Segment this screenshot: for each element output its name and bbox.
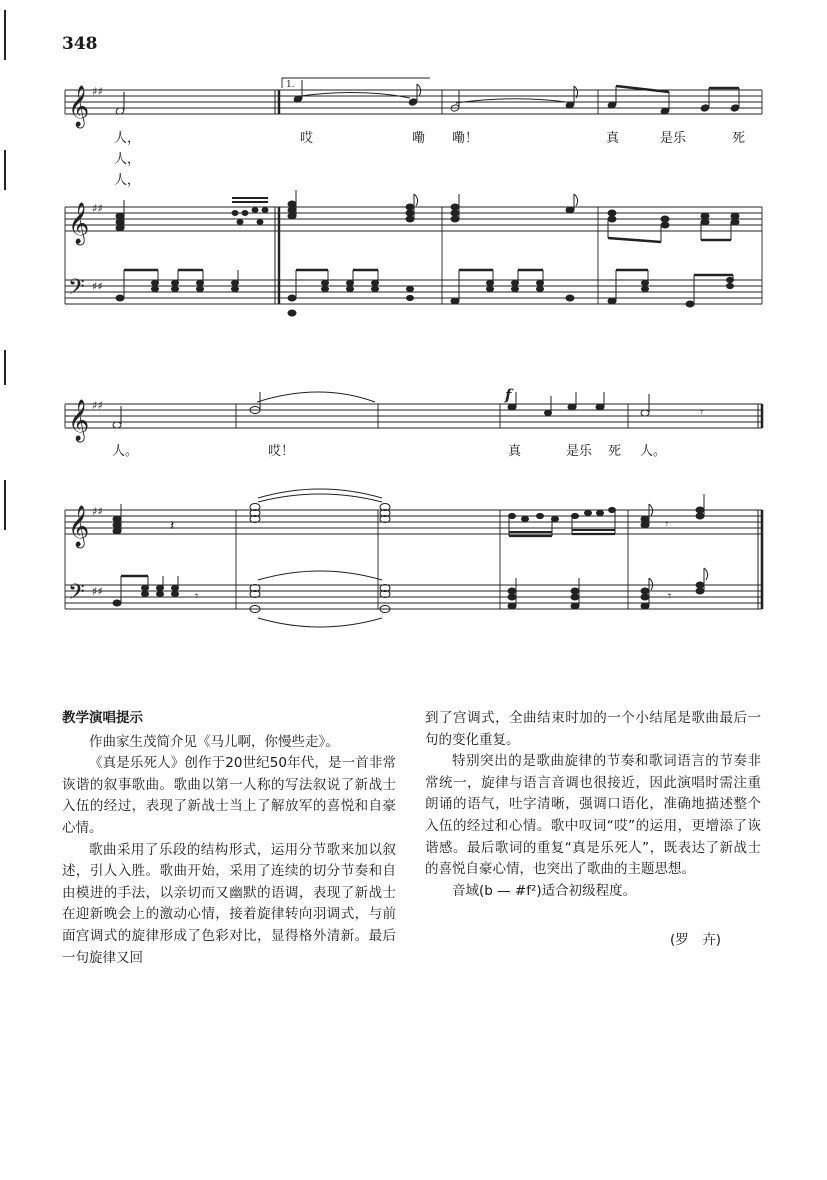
lyric-word: 真 bbox=[508, 444, 522, 459]
treble-clef-icon: 𝄞 bbox=[68, 86, 90, 127]
lyric-word: 嘞 bbox=[412, 131, 426, 146]
lyric-word: 死 bbox=[608, 444, 622, 459]
svg-text:𝄾: 𝄾 bbox=[665, 517, 669, 531]
volta-label: 1. bbox=[286, 80, 295, 90]
score-system-2 bbox=[0, 388, 827, 648]
lyric-word: 死 bbox=[732, 131, 746, 146]
paragraph: 特别突出的是歌曲旋律的节奏和歌词语言的节奏非常统一，旋律与语言音调也很接近，因此演唱时需注重朗诵的语气，吐字清晰，强调口语化，准确地描述整个入伍的经过和心情。歌中叹词“哎”的运用，更增添了诙谐感。最后歌词的重复“真是乐死人”，既表达了新战士的喜悦自豪心情，也突出了歌曲的主题思想。 bbox=[425, 753, 761, 878]
key-signature-icon: ♯♯ bbox=[92, 585, 103, 598]
paragraph: 音域(b — #f²)适合初级程度。 bbox=[452, 882, 637, 899]
notes-left-column bbox=[62, 708, 396, 969]
lyrics-system-2 bbox=[112, 443, 666, 459]
key-signature-icon: ♯♯ bbox=[92, 399, 103, 412]
lyrics-system-1 bbox=[114, 130, 745, 188]
piano-right-hand bbox=[113, 489, 704, 536]
score-system-1 bbox=[0, 70, 827, 340]
notes-right-column bbox=[425, 708, 761, 952]
lyric-word: 人。 bbox=[640, 444, 667, 459]
treble-clef-icon: 𝄞 bbox=[68, 506, 90, 547]
lyric-word: 人， bbox=[114, 131, 141, 146]
piano-right-hand bbox=[116, 190, 739, 242]
key-signature-icon: ♯♯ bbox=[92, 202, 103, 215]
lyric-word: 是乐 bbox=[660, 131, 687, 146]
lyric-word: 是乐 bbox=[566, 444, 593, 459]
voice-staff bbox=[65, 404, 762, 428]
treble-clef-icon: 𝄞 bbox=[68, 400, 90, 441]
bass-clef-icon: 𝄢 bbox=[68, 580, 85, 610]
lyric-word: 人。 bbox=[112, 444, 139, 459]
svg-text:𝄽: 𝄽 bbox=[170, 518, 175, 534]
bass-clef-icon: 𝄢 bbox=[68, 275, 85, 305]
svg-text:𝄾: 𝄾 bbox=[195, 589, 199, 603]
svg-text:𝄾: 𝄾 bbox=[700, 405, 704, 419]
piano-bass-staff bbox=[65, 585, 762, 609]
piano-left-hand bbox=[113, 568, 708, 627]
voice-notes bbox=[115, 80, 740, 115]
lyric-word: 哎！ bbox=[268, 444, 295, 459]
paragraph: 作曲家生茂简介见《马儿啊，你慢些走》。 bbox=[89, 733, 339, 750]
lyric-word: 人， bbox=[114, 152, 141, 167]
section-heading: 教学演唱提示 bbox=[62, 710, 143, 726]
dynamic-forte: f bbox=[505, 388, 512, 404]
lyric-word: 哎 bbox=[300, 131, 314, 146]
page-number: 348 bbox=[62, 34, 98, 54]
svg-text:𝄾: 𝄾 bbox=[668, 589, 672, 603]
lyric-word: 嘞！ bbox=[452, 131, 479, 146]
lyric-word: 真 bbox=[606, 131, 620, 146]
scan-edge-mark bbox=[4, 10, 6, 60]
key-signature-icon: ♯♯ bbox=[92, 505, 103, 518]
paragraph: 歌曲采用了乐段的结构形式，运用分节歌来加以叙述，引人入胜。歌曲开始，采用了连续的切分节奏和自由模进的手法，以亲切而又幽默的语调，表现了新战士在迎新晚会上的激动心情，接着旋律转向羽调式，与前面宫调式的旋律形成了色彩对比，显得格外清新。最后一句旋律又回 bbox=[62, 841, 396, 966]
lyric-word: 人， bbox=[114, 173, 141, 188]
paragraph: 到了宫调式，全曲结束时加的一个小结尾是歌曲最后一句的变化重复。 bbox=[425, 710, 761, 748]
treble-clef-icon: 𝄞 bbox=[68, 203, 90, 244]
piano-bass-staff bbox=[65, 280, 762, 304]
author-credit: (罗 卉) bbox=[669, 932, 721, 949]
key-signature-icon: ♯♯ bbox=[92, 280, 103, 293]
paragraph: 《真是乐死人》创作于20世纪50年代，是一首非常诙谐的叙事歌曲。歌曲以第一人称的写法叙说了新战士入伍的经过，表现了新战士当上了解放军的喜悦和自豪心情。 bbox=[62, 755, 396, 836]
scan-edge-mark bbox=[4, 350, 6, 385]
key-signature-icon: ♯♯ bbox=[92, 85, 103, 98]
piano-left-hand bbox=[116, 270, 734, 316]
